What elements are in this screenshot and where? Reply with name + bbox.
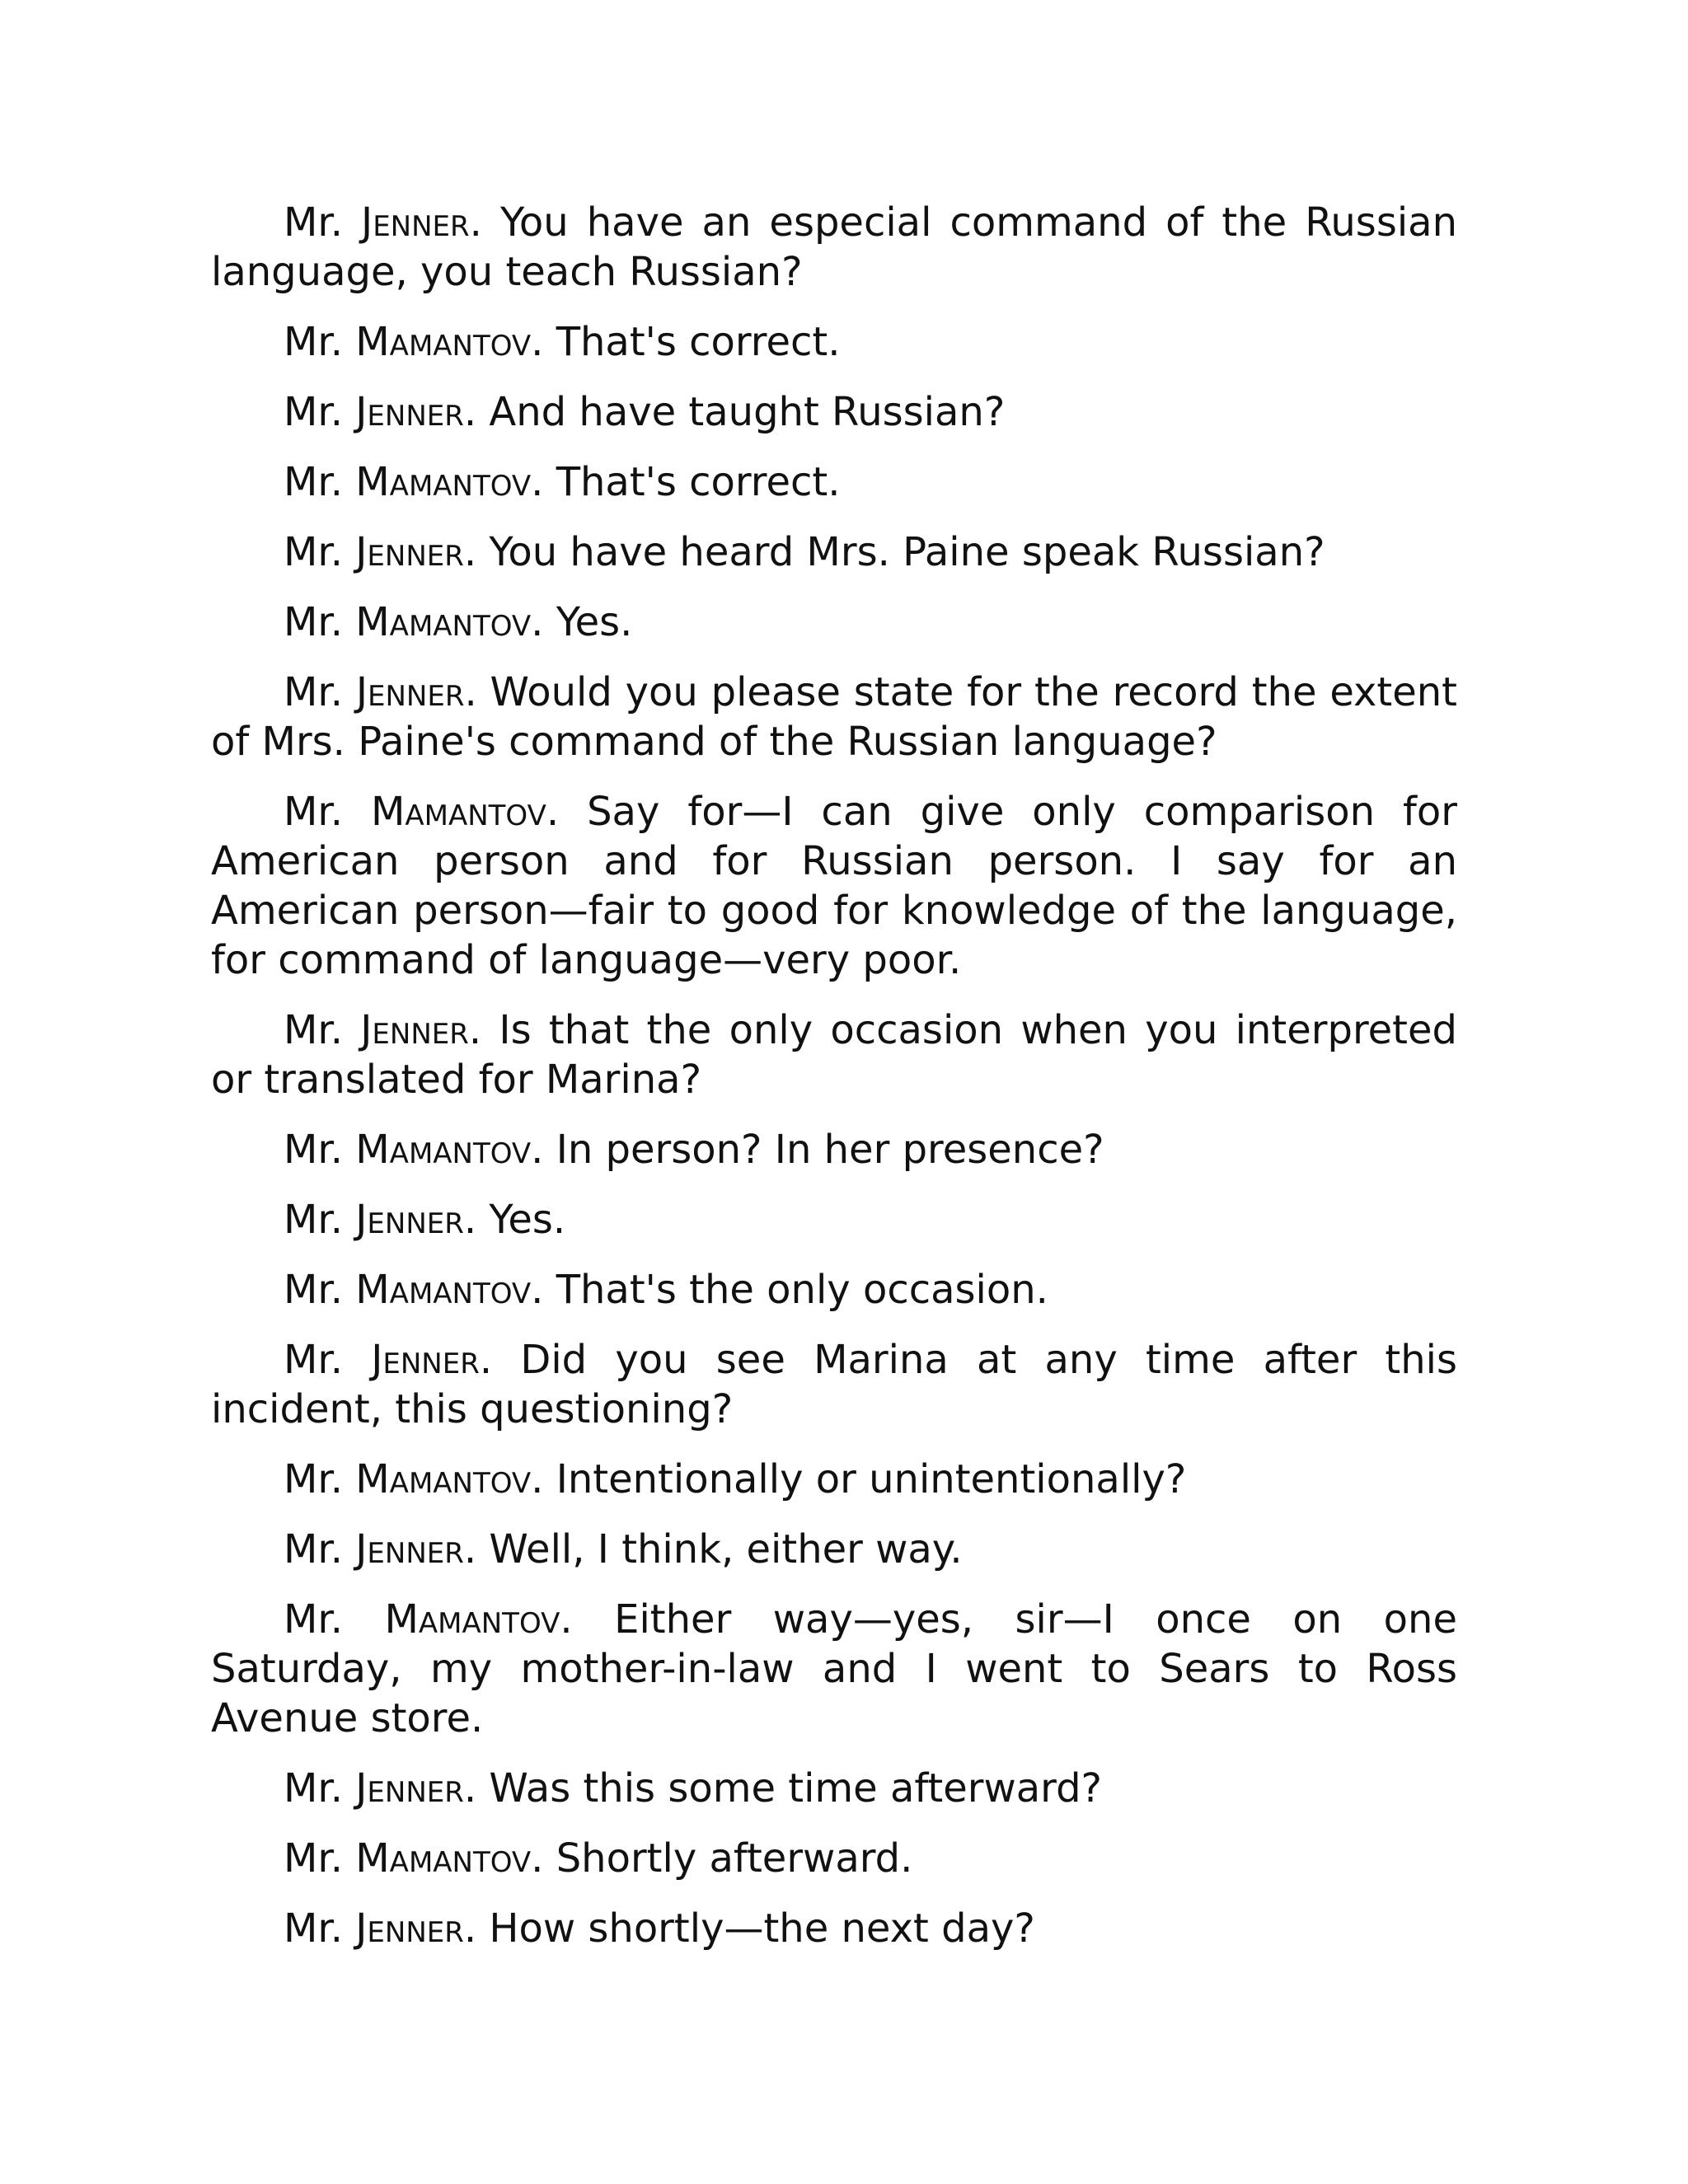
speaker-name: Jenner <box>355 1905 464 1952</box>
transcript-paragraph: Mr. Mamantov. Say for—I can give only comparison for American person and for Russian person. I say for an American person—fair to good for knowledge of the language, for command of language—very poor. <box>211 789 1457 983</box>
speaker-title: Mr. <box>284 599 343 645</box>
transcript-paragraph: Mr. Jenner. How shortly—the next day? <box>284 1905 1035 1952</box>
transcript-paragraph: Mr. Jenner. Was this some time afterward? <box>284 1765 1103 1811</box>
speaker-name: Mamantov <box>355 1835 532 1882</box>
transcript-paragraph: Mr. Mamantov. That's correct. <box>284 319 841 365</box>
transcript-paragraph: Mr. Mamantov. Intentionally or unintentionally? <box>284 1456 1187 1502</box>
utterance-text: And have taught Russian? <box>489 389 1006 435</box>
speaker-title: Mr. <box>284 1526 343 1572</box>
speaker-title: Mr. <box>284 1337 343 1383</box>
transcript-paragraph: Mr. Mamantov. That's the only occasion. <box>284 1267 1048 1313</box>
speaker-name: Jenner <box>355 1765 464 1811</box>
transcript-page <box>211 198 1457 1974</box>
transcript-paragraph: Mr. Mamantov. Shortly afterward. <box>284 1835 913 1882</box>
utterance-text: Say for—I can give only comparison for American person and for Russian person. I say for an American person—fair to good for knowledge of the language, for command of language—very poor. <box>211 789 1457 983</box>
speaker-name: Jenner <box>355 529 464 575</box>
speaker-title: Mr. <box>284 1007 343 1053</box>
transcript-paragraph: Mr. Jenner. You have heard Mrs. Paine speak Russian? <box>284 529 1325 575</box>
utterance-text: How shortly—the next day? <box>489 1905 1035 1952</box>
transcript-paragraph: Mr. Mamantov. That's correct. <box>284 459 841 505</box>
speaker-name: Mamantov <box>384 1596 560 1643</box>
speaker-name: Mamantov <box>355 1127 532 1173</box>
utterance-text: Is that the only occasion when you interpreted or translated for Marina? <box>211 1007 1457 1103</box>
speaker-name: Mamantov <box>355 599 532 645</box>
speaker-name: Jenner <box>371 1337 480 1383</box>
speaker-title: Mr. <box>284 459 343 505</box>
speaker-title: Mr. <box>284 389 343 435</box>
utterance-text: That's correct. <box>556 319 841 365</box>
utterance-text: Was this some time afterward? <box>489 1765 1103 1811</box>
speaker-name: Jenner <box>355 1526 464 1572</box>
speaker-name: Mamantov <box>355 459 532 505</box>
speaker-name: Jenner <box>361 199 470 246</box>
transcript-paragraph: Mr. Jenner. Is that the only occasion when you interpreted or translated for Marina? <box>211 1007 1457 1103</box>
speaker-name: Jenner <box>355 389 464 435</box>
transcript-paragraph: Mr. Mamantov. In person? In her presence? <box>284 1127 1104 1173</box>
speaker-title: Mr. <box>284 199 343 246</box>
speaker-title: Mr. <box>284 1596 343 1643</box>
transcript-paragraph: Mr. Jenner. Well, I think, either way. <box>284 1526 963 1572</box>
speaker-title: Mr. <box>284 1267 343 1313</box>
speaker-title: Mr. <box>284 1456 343 1502</box>
speaker-name: Mamantov <box>370 789 546 835</box>
speaker-title: Mr. <box>284 789 343 835</box>
transcript-paragraph: Mr. Jenner. And have taught Russian? <box>284 389 1006 435</box>
utterance-text: Yes. <box>556 599 633 645</box>
speaker-title: Mr. <box>284 529 343 575</box>
utterance-text: Well, I think, either way. <box>489 1526 963 1572</box>
speaker-title: Mr. <box>284 669 343 715</box>
speaker-name: Jenner <box>355 669 465 715</box>
speaker-name: Mamantov <box>355 1267 532 1313</box>
utterance-text: Either way—yes, sir—I once on one Saturday, my mother-in-law and I went to Sears to Ross Avenue store. <box>211 1596 1458 1741</box>
speaker-title: Mr. <box>284 319 343 365</box>
transcript-paragraph: Mr. Jenner. You have an especial command of the Russian language, you teach Russian? <box>211 199 1457 295</box>
utterance-text: That's the only occasion. <box>556 1267 1048 1313</box>
utterance-text: Would you please state for the record the extent of Mrs. Paine's command of the Russian language? <box>211 669 1458 765</box>
utterance-text: Did you see Marina at any time after this incident, this questioning? <box>211 1337 1458 1432</box>
utterance-text: That's correct. <box>556 459 841 505</box>
transcript-paragraph: Mr. Jenner. Yes. <box>284 1197 566 1243</box>
speaker-title: Mr. <box>284 1197 343 1243</box>
transcript-paragraph: Mr. Mamantov. Yes. <box>284 599 633 645</box>
speaker-title: Mr. <box>284 1765 343 1811</box>
utterance-text: In person? In her presence? <box>556 1127 1104 1173</box>
utterance-text: You have heard Mrs. Paine speak Russian? <box>489 529 1325 575</box>
utterance-text: Yes. <box>489 1197 566 1243</box>
speaker-name: Jenner <box>355 1197 464 1243</box>
speaker-name: Mamantov <box>355 319 532 365</box>
transcript-paragraph: Mr. Jenner. Would you please state for the record the extent of Mrs. Paine's command of the Russian language? <box>211 669 1458 765</box>
speaker-title: Mr. <box>284 1127 343 1173</box>
speaker-name: Jenner <box>360 1007 469 1053</box>
utterance-text: You have an especial command of the Russian language, you teach Russian? <box>211 199 1457 295</box>
transcript-paragraph: Mr. Jenner. Did you see Marina at any time after this incident, this questioning? <box>211 1337 1458 1432</box>
utterance-text: Shortly afterward. <box>556 1835 913 1882</box>
speaker-title: Mr. <box>284 1835 343 1882</box>
speaker-title: Mr. <box>284 1905 343 1952</box>
transcript-paragraph: Mr. Mamantov. Either way—yes, sir—I once on one Saturday, my mother-in-law and I went to Sears to Ross Avenue store. <box>211 1596 1458 1741</box>
speaker-name: Mamantov <box>355 1456 532 1502</box>
utterance-text: Intentionally or unintentionally? <box>556 1456 1187 1502</box>
